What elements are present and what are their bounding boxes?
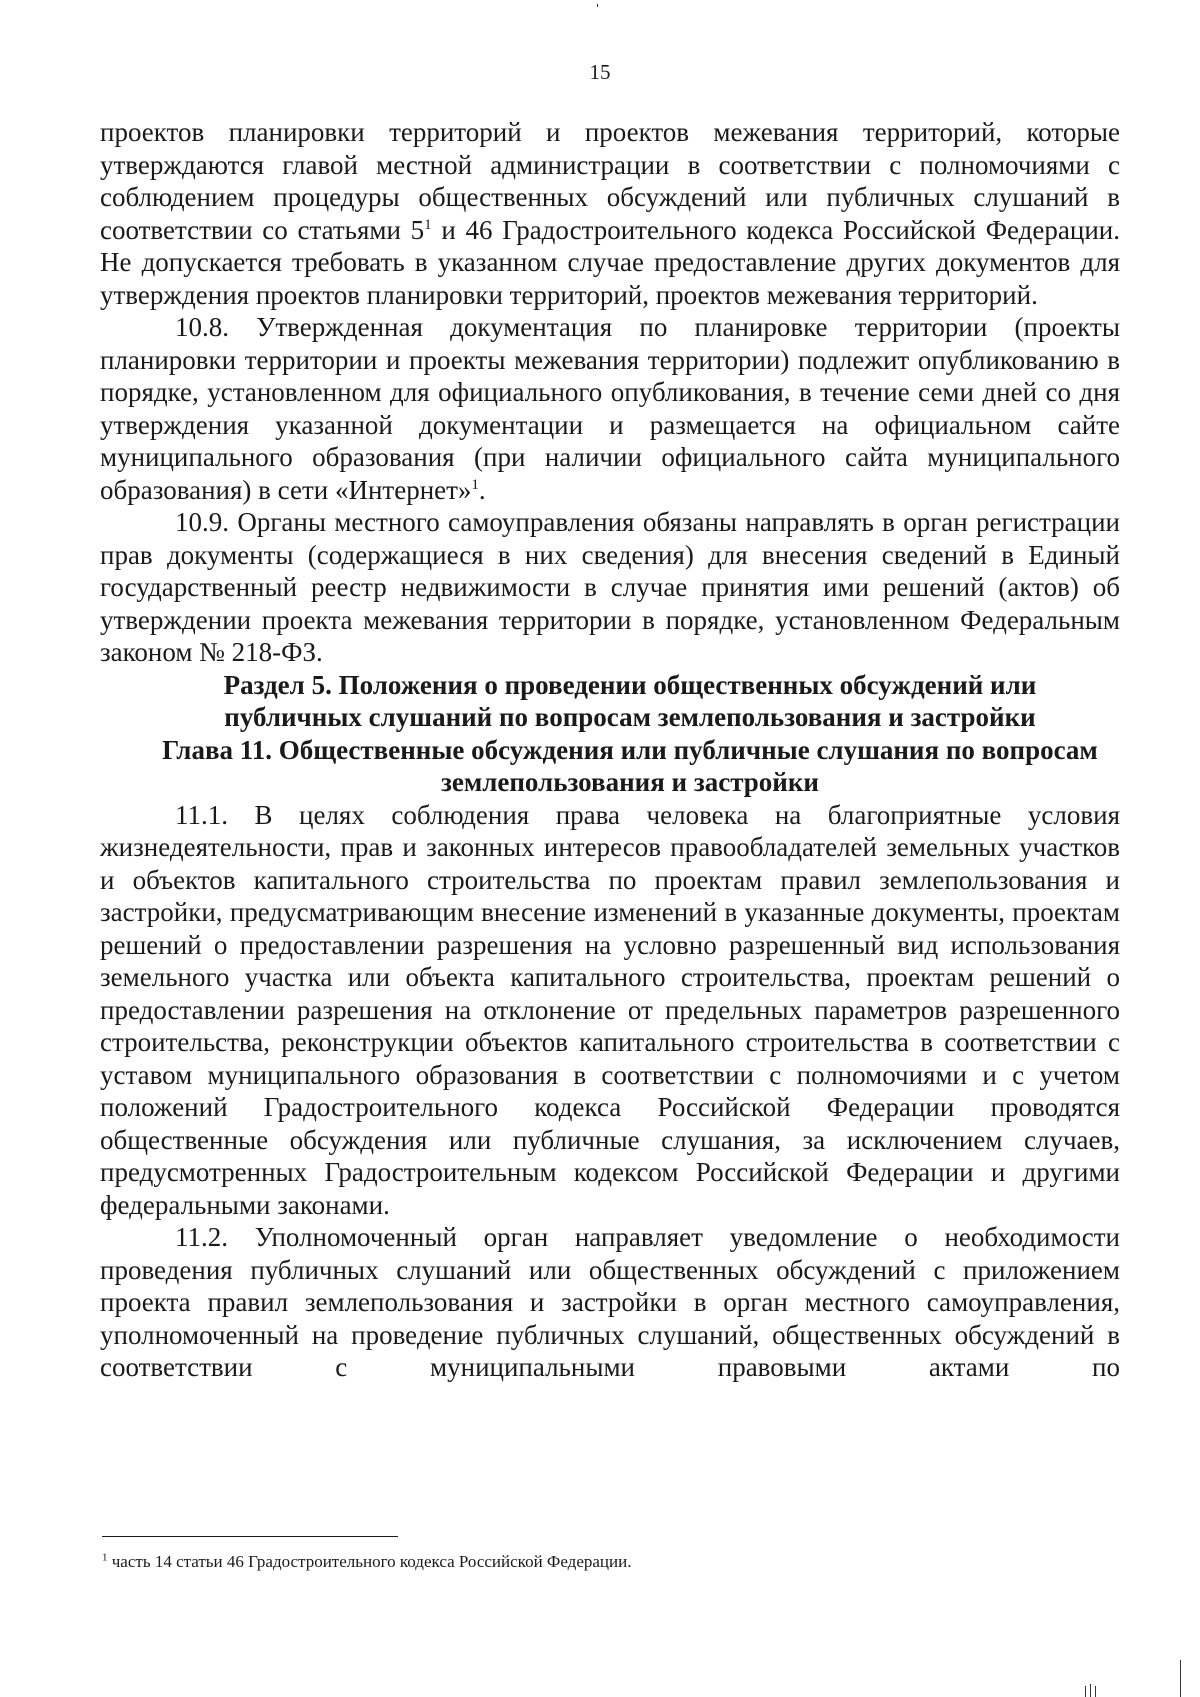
footnote-reference[interactable]: 1 [471, 476, 479, 493]
paragraph-text: . [478, 474, 486, 505]
paragraph-text: 10.9. Органы местного самоуправления обязаны направлять в орган регистрации прав документы (содержащиеся в них сведения) для внесения сведений в Единый государственный реестр недвижимости в случае принятия ими решений (актов) об утверждении проекта межевания территории в порядке, установленном Федеральным законом № 218-ФЗ. [100, 507, 1120, 667]
page-number: 15 [589, 60, 611, 84]
chapter-heading: Глава 11. Общественные обсуждения или публичные слушания по вопросам землепользования и застройки [162, 734, 1098, 797]
section-heading: Раздел 5. Положения о проведении общественных обсуждений или публичных слушаний по вопросам землепользования и застройки [223, 669, 1037, 732]
footnote-marker: 1 [102, 1551, 108, 1564]
paragraph-11-2: 11.2. Уполномоченный орган направляет уведомление о необходимости проведения публичных слушаний или общественных обсуждений с приложением проекта правил землепользования и застройки в орган местного самоуправления, уполномоченный на проведение публичных слушаний, общественных обсуждений в соответствии с муниципальными правовыми актами по [100, 1222, 1120, 1382]
paragraph-text: проектов планировки территорий и проектов межевания территорий, которые утверждаются главой местной администрации в соответствии с полномочиями с соблюдением процедуры общественных обсуждений или публичных слушаний в соответствии со статьями 5 [100, 117, 1120, 245]
paragraph-11-1: 11.1. В целях соблюдения права человека на благоприятные условия жизнедеятельности, прав и законных интересов правообладателей земельных участков и объектов капитального строительства по проектам правил землепользования и застройки, предусматривающим внесение изменений в указанные документы, проектам решений о предоставлении разрешения на условно разрешенный вид использования земельного участка или объекта капитального строительства, проектам решений о предоставлении разрешения на отклонение от предельных параметров разрешенного строительства, реконструкции объектов капитального строительства в соответствии с уставом муниципального образования в соответствии с полномочиями и с учетом положений Градостроительного кодекса Российской Федерации проводятся общественные обсуждения или публичные слушания, за исключением случаев, предусмотренных Градостроительным кодексом Российской Федерации и другими федеральными законами. [100, 799, 1120, 1220]
footnote-reference[interactable]: 1 [424, 216, 432, 233]
scan-mark [597, 4, 598, 7]
paragraph-10-9 [100, 506, 1120, 669]
scan-mark [1090, 1684, 1091, 1697]
paragraph-text: и 46 Градостроительного кодекса Российской Федерации. Не допускается требовать в указанном случае предоставление других документов для утверждения проектов планировки территорий, проектов межевания территорий. [100, 214, 1120, 310]
scan-mark [1085, 1686, 1086, 1697]
footnote-divider [102, 1536, 398, 1537]
paragraph-text: 10.8. Утвержденная документация по планировке территории (проекты планировки территории и проекты межевания территории) подлежит опубликованию в порядке, установленном для официального опубликования, в течение семи дней со дня утверждения указанной документации и размещается на официальном сайте муниципального образования (при наличии официального сайта муниципального образования) в сети «Интернет» [100, 312, 1120, 505]
scan-mark [1180, 1660, 1181, 1697]
paragraph-continuation [100, 116, 1120, 311]
footnote-text: часть 14 статьи 46 Градостроительного кодекса Российской Федерации. [107, 1552, 632, 1571]
footnote [102, 1552, 631, 1572]
document-body [100, 116, 1120, 1384]
scan-mark [1095, 1686, 1096, 1697]
paragraph-10-8 [100, 311, 1120, 506]
